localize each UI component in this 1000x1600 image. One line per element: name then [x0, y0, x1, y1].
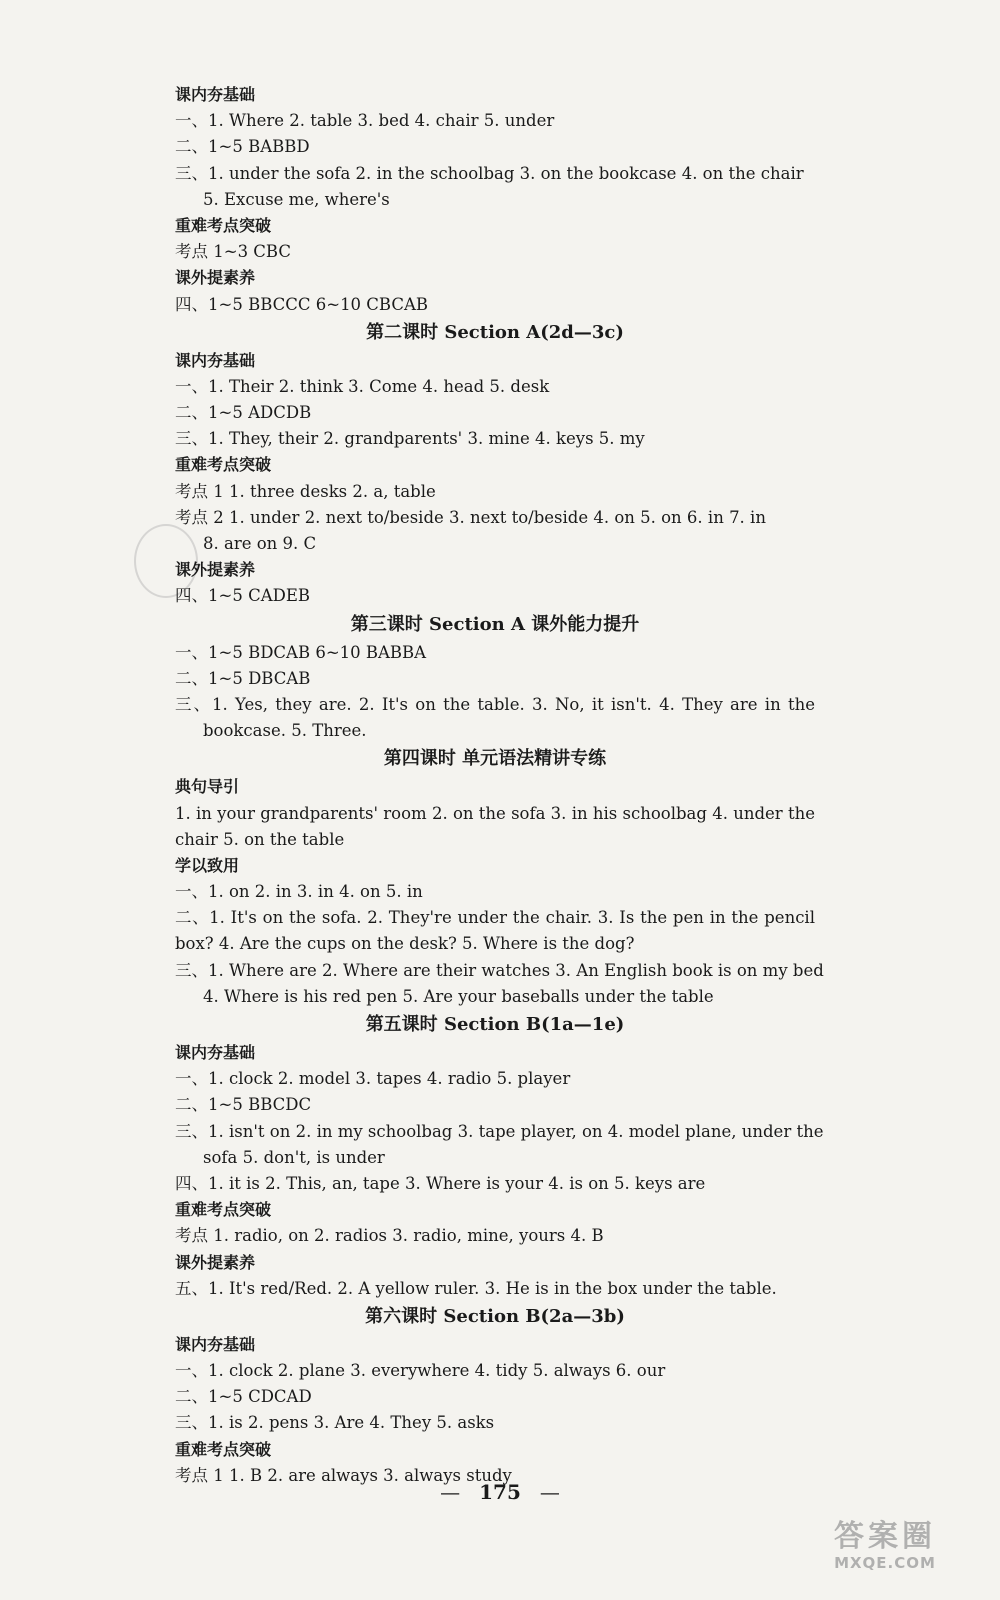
lesson-heading: 第六课时 Section B(2a—3b) [365, 1305, 625, 1327]
answer-line: 五、1. It's red/Red. 2. A yellow ruler. 3. He is in the box under the table. [175, 1278, 777, 1298]
lesson-heading: 第二课时 Section A(2d—3c) [366, 321, 624, 343]
section-label: 课内夯基础 [175, 1043, 256, 1062]
watermark-logo [800, 1520, 970, 1578]
answer-line: 三、1. Yes, they are. 2. It's on the table. 3. No, it isn't. 4. They are in the [175, 694, 815, 714]
footer-dash-right: — [539, 1480, 560, 1504]
watermark-url: MXQE.COM [834, 1554, 936, 1572]
answer-line: 二、1~5 CDCAD [175, 1387, 312, 1407]
section-label: 课内夯基础 [175, 1334, 256, 1354]
answer-line: 三、1. They, their 2. grandparents' 3. mine 4. keys 5. my [175, 429, 645, 449]
answer-line: 4. Where is his red pen 5. Are your baseballs under the table [203, 986, 714, 1006]
answer-line: sofa 5. don't, is under [203, 1147, 385, 1167]
answer-line: 考点 1 1. three desks 2. a, table [175, 481, 436, 501]
section-label: 课内夯基础 [175, 85, 256, 104]
section-label: 重难考点突破 [175, 215, 272, 235]
answer-line: 8. are on 9. C [203, 534, 317, 553]
answer-line: 一、1~5 BDCAB 6~10 BABBA [175, 642, 427, 662]
answer-line: 二、1~5 BABBD [175, 137, 310, 157]
answer-line: 二、1~5 DBCAB [175, 668, 311, 688]
answer-line: 5. Excuse me, where's [203, 189, 390, 209]
section-label: 典句导引 [175, 777, 240, 797]
lesson-heading: 第四课时 单元语法精讲专练 [383, 748, 607, 770]
section-label: 重难考点突破 [175, 455, 272, 475]
lesson-heading: 第三课时 Section A 课外能力提升 [350, 613, 640, 635]
answer-line: 三、1. isn't on 2. in my schoolbag 3. tape player, on 4. model plane, under the [175, 1121, 824, 1141]
section-label: 课外提素养 [175, 268, 256, 288]
answer-line: 1. in your grandparents' room 2. on the sofa 3. in his schoolbag 4. under the [175, 803, 815, 823]
answer-line: 四、1~5 BBCCC 6~10 CBCAB [175, 294, 429, 314]
answer-line: 四、1. it is 2. This, an, tape 3. Where is your 4. is on 5. keys are [175, 1173, 706, 1193]
answer-line: box? 4. Are the cups on the desk? 5. Where is the dog? [175, 934, 635, 954]
answer-line: 三、1. is 2. pens 3. Are 4. They 5. asks [175, 1413, 495, 1433]
answer-line: 一、1. on 2. in 3. in 4. on 5. in [175, 882, 423, 902]
answer-line: bookcase. 5. Three. [203, 721, 367, 741]
answer-page-content [175, 82, 824, 1489]
answer-line: 四、1~5 CADEB [175, 586, 311, 606]
page-number: 175 [479, 1480, 521, 1504]
answer-line: 考点 1 1. B 2. are always 3. always study [175, 1465, 512, 1485]
page-footer [0, 1480, 1000, 1504]
answer-line: 三、1. under the sofa 2. in the schoolbag 3. on the bookcase 4. on the chair [175, 163, 804, 183]
answer-line: 考点 2 1. under 2. next to/beside 3. next to/beside 4. on 5. on 6. in 7. in [175, 507, 766, 527]
answer-line: 考点 1~3 CBC [175, 242, 291, 262]
answer-line: 二、1. It's on the sofa. 2. They're under the chair. 3. Is the pen in the pencil [175, 908, 815, 928]
footer-dash-left: — [440, 1480, 461, 1504]
section-label: 重难考点突破 [175, 1200, 272, 1220]
section-label: 学以致用 [175, 855, 240, 875]
answer-line: 一、1. Where 2. table 3. bed 4. chair 5. under [175, 111, 555, 131]
answer-line: chair 5. on the table [175, 829, 345, 849]
lesson-heading: 第五课时 Section B(1a—1e) [365, 1014, 625, 1035]
answer-line: 考点 1. radio, on 2. radios 3. radio, mine, yours 4. B [175, 1226, 604, 1246]
section-label: 重难考点突破 [175, 1439, 272, 1459]
watermark-brand: 答案圈 [834, 1519, 936, 1554]
answer-line: 三、1. Where are 2. Where are their watches 3. An English book is on my bed [175, 960, 824, 980]
section-label: 课外提素养 [175, 1252, 256, 1272]
section-label: 课内夯基础 [175, 350, 256, 370]
answer-line: 二、1~5 BBCDC [175, 1095, 312, 1115]
section-label: 课外提素养 [175, 560, 256, 580]
answer-line: 二、1~5 ADCDB [175, 403, 312, 423]
answer-line: 一、1. clock 2. model 3. tapes 4. radio 5. player [175, 1069, 571, 1089]
answer-line: 一、1. clock 2. plane 3. everywhere 4. tidy 5. always 6. our [175, 1361, 666, 1381]
answer-line: 一、1. Their 2. think 3. Come 4. head 5. desk [175, 376, 550, 396]
